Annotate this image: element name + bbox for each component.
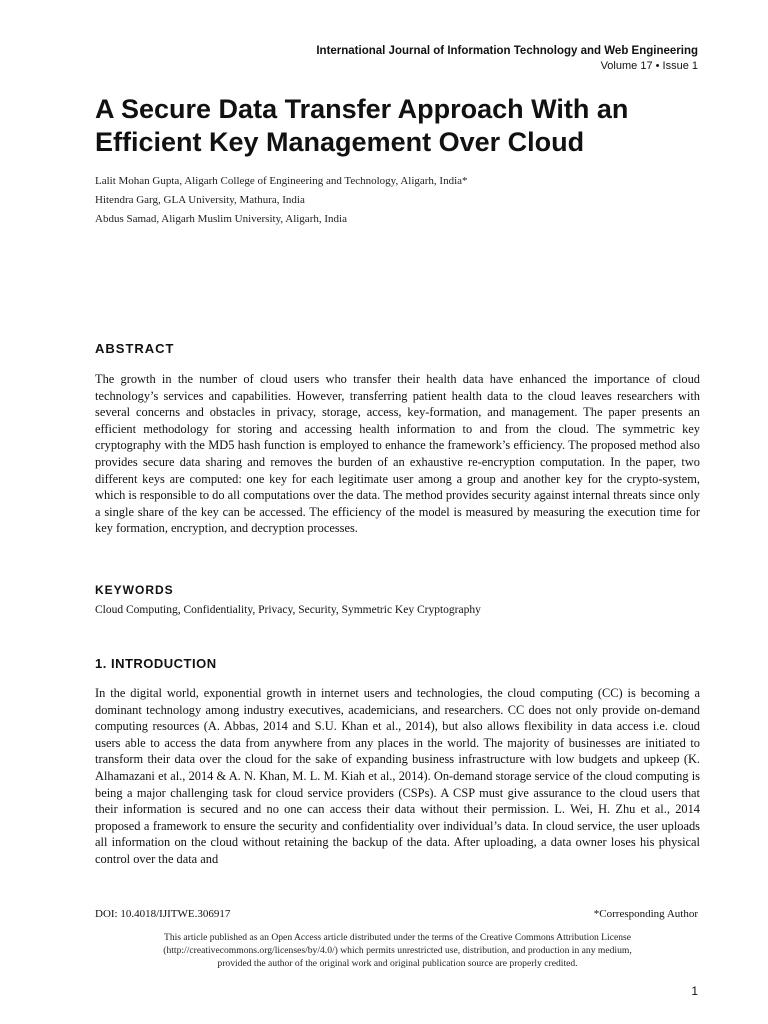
abstract-text: The growth in the number of cloud users who transfer their health data have enhanced the importance of cloud technology’s services and capabilities. However, transferring patient health data to the cloud leaves researchers with several concerns and obstacles in privacy, storage, access, key-formation, and management. The paper presents an efficient methodology for storing and accessing health information to and from the cloud. The symmetric key cryptography with the MD5 hash function is employed to enhance the framework’s efficiency. The proposed method also provides secure data sharing and removes the burden of an exhaustive re-encryption computation. In the paper, two different keys are computed: one key for each legitimate user among a group and another key for the crypto-system, which is responsible to do all computations over the data. The method provides security against internal threats since only a single share of the key can be accessed. The efficiency of the model is measured by measuring the execution time for key formation, encryption, and decryption processes. <box>95 372 700 536</box>
corresponding-author-note: *Corresponding Author <box>593 908 698 920</box>
license-line-1: This article published as an Open Access article distributed under the terms of the Creative Commons Attribution License <box>163 932 632 943</box>
title-line-1: A Secure Data Transfer Approach With an <box>95 94 629 124</box>
volume-issue: Volume 17 • Issue 1 <box>600 60 698 72</box>
abstract-heading: ABSTRACT <box>95 341 175 356</box>
page-number: 1 <box>691 984 698 998</box>
author-3: Abdus Samad, Aligarh Muslim University, Aligarh, India <box>95 213 347 225</box>
keywords-text: Cloud Computing, Confidentiality, Privacy, Security, Symmetric Key Cryptography <box>95 604 481 616</box>
introduction-heading: 1. INTRODUCTION <box>95 656 217 671</box>
journal-header <box>316 44 698 74</box>
license-notice <box>95 931 700 970</box>
journal-name: International Journal of Information Technology and Web Engineering <box>316 45 698 57</box>
license-line-2: (http://creativecommons.org/licenses/by/4.0/) which permits unrestricted use, distribution, and production in any medium, <box>163 945 632 956</box>
doi-text: DOI: 10.4018/IJITWE.306917 <box>95 908 231 920</box>
introduction-text: In the digital world, exponential growth in internet users and technologies, the cloud computing (CC) is becoming a dominant technology among industry executives, academicians, and researchers. CC does not only provide on-demand computing resources (A. Abbas, 2014 and S.U. Khan et al., 2014), but also allows flexibility in data access i.e. cloud users able to access the data from anywhere from any places in the world. The majority of businesses are initiated to transform their data over the cloud for the sake of expanding business infrastructure with low budgets and upkeep (K. Alhamazani et al., 2014 & A. N. Khan, M. L. M. Kiah et al., 2014). On-demand storage service of the cloud computing is being a major challenging task for cloud service providers (CSPs). A CSP must give assurance to the cloud users that their information is secured and no one can access their data without their permission. L. Wei, H. Zhu et al., 2014 proposed a framework to ensure the security and confidentiality over individual’s data. In cloud service, the user uploads all information on the cloud without retaining the backup of the data. After uploading, a data owner loses his physical control over the data and <box>95 686 700 866</box>
author-1: Lalit Mohan Gupta, Aligarh College of Engineering and Technology, Aligarh, India* <box>95 175 468 187</box>
title-line-2: Efficient Key Management Over Cloud <box>95 127 585 157</box>
author-list <box>95 172 468 229</box>
paper-title <box>95 93 715 159</box>
author-2: Hitendra Garg, GLA University, Mathura, India <box>95 194 305 206</box>
license-line-3: provided the author of the original work and original publication source are properly credited. <box>217 958 578 969</box>
keywords-heading: KEYWORDS <box>95 583 174 597</box>
